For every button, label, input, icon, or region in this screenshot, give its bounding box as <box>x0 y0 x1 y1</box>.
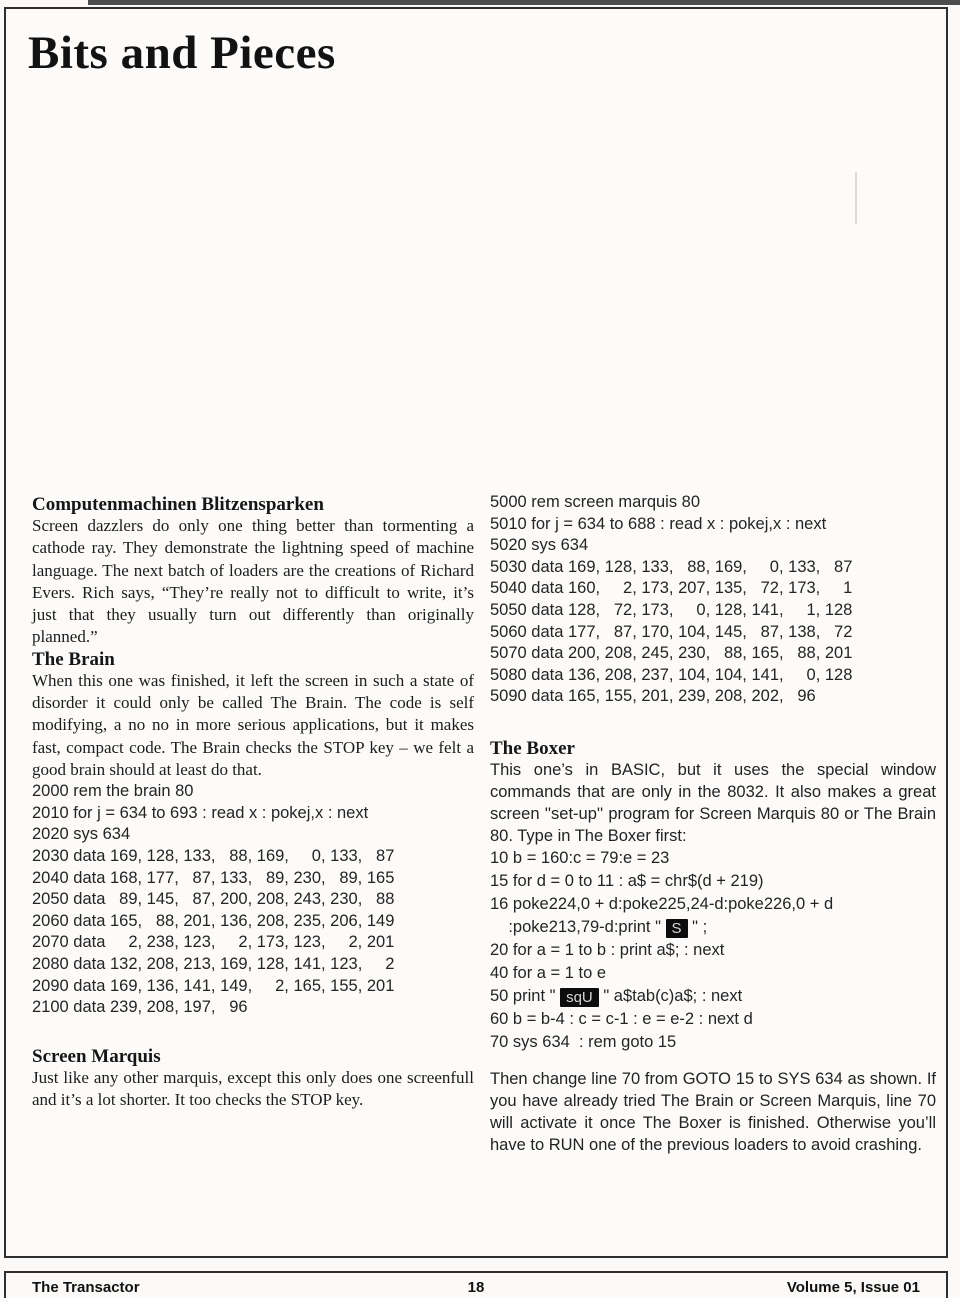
scan-scratch-artifact <box>855 172 857 224</box>
code-text: 20 for a = 1 to b : print a$; : next <box>490 940 725 959</box>
code-listing-the-brain <box>32 781 474 1019</box>
paragraph-the-boxer: This one’s in BASIC, but it uses the special window commands that are only in the 8032. It also makes a great screen ''set-up'' program for Screen Marquis 80 or The Brain 80. Type in The Boxer first: <box>490 760 936 845</box>
code-text: 2060 data 165, 88, 201, 136, 208, 235, 206, 149 <box>32 911 395 930</box>
code-text: 5040 data 160, 2, 173, 207, 135, 72, 173, 1 <box>490 579 853 598</box>
section-heading-screen-marquis: Screen Marquis <box>32 1045 161 1067</box>
code-text: 5030 data 169, 128, 133, 88, 169, 0, 133, 87 <box>490 557 853 576</box>
code-line <box>490 600 936 622</box>
right-column <box>490 492 936 1156</box>
code-text: 2020 sys 634 <box>32 825 131 844</box>
code-text: :poke213,79-d:print " <box>490 917 666 936</box>
code-line <box>490 985 936 1008</box>
code-line <box>490 578 936 600</box>
code-text: 5050 data 128, 72, 173, 0, 128, 141, 1, 128 <box>490 600 853 619</box>
paragraph-closing: Then change line 70 from GOTO 15 to SYS 634 as shown. If you have already tried The Brain or Screen Marquis, line 70 will activate it once The Boxer is finished. Otherwise you’ll have to RUN one of the previous loaders to avoid crashing. <box>490 1069 936 1154</box>
code-text: 5020 sys 634 <box>490 536 589 555</box>
code-text: 2080 data 132, 208, 213, 169, 128, 141, 123, 2 <box>32 955 395 974</box>
code-text: 5000 rem screen marquis 80 <box>490 493 701 511</box>
code-text: 16 poke224,0 + d:poke225,24-d:poke226,0 + d <box>490 894 834 913</box>
page-title: Bits and Pieces <box>28 27 336 79</box>
code-text: 2050 data 89, 145, 87, 200, 208, 243, 230, 88 <box>32 890 395 909</box>
code-text: 2090 data 169, 136, 141, 149, 2, 165, 155, 201 <box>32 976 395 995</box>
code-text: 2030 data 169, 128, 133, 88, 169, 0, 133, 87 <box>32 847 395 866</box>
code-line <box>32 824 474 846</box>
code-line <box>32 911 474 933</box>
code-listing-screen-marquis <box>490 492 936 708</box>
footer-bar <box>4 1271 948 1298</box>
section-heading-the-brain: The Brain <box>32 648 115 670</box>
inverse-video-block: sqU <box>560 988 599 1007</box>
code-line <box>490 665 936 687</box>
code-line <box>490 514 936 536</box>
code-line <box>490 962 936 985</box>
code-line <box>490 643 936 665</box>
code-text: 10 b = 160:c = 79:e = 23 <box>490 848 670 867</box>
code-text: 2100 data 239, 208, 197, 96 <box>32 998 248 1017</box>
code-line <box>490 1031 936 1054</box>
code-text: 5010 for j = 634 to 688 : read x : pokej,x : next <box>490 514 827 533</box>
code-line <box>490 557 936 579</box>
code-line <box>490 686 936 708</box>
code-text: 60 b = b-4 : c = c-1 : e = e-2 : next d <box>490 1009 753 1028</box>
code-line <box>32 846 474 868</box>
code-line <box>490 939 936 962</box>
footer-volume-issue: Volume 5, Issue 01 <box>786 1278 920 1296</box>
scan-edge-artifact <box>88 0 960 5</box>
code-text: 5060 data 177, 87, 170, 104, 145, 87, 138, 72 <box>490 622 853 641</box>
code-text: 2070 data 2, 238, 123, 2, 173, 123, 2, 201 <box>32 933 395 952</box>
footer-magazine-name: The Transactor <box>32 1278 140 1296</box>
code-text: 2000 rem the brain 80 <box>32 782 194 801</box>
footer-page-number: 18 <box>467 1278 485 1296</box>
code-line <box>490 492 936 514</box>
code-listing-the-boxer <box>490 847 936 1054</box>
code-text: 2010 for j = 634 to 693 : read x : pokej,x : next <box>32 803 369 822</box>
code-text: 15 for d = 0 to 11 : a$ = chr$(d + 219) <box>490 871 764 890</box>
code-text: 5090 data 165, 155, 201, 239, 208, 202, 96 <box>490 687 816 706</box>
inverse-video-block: S <box>666 919 688 938</box>
left-column <box>32 494 474 1111</box>
code-text: 2040 data 168, 177, 87, 133, 89, 230, 89, 165 <box>32 868 395 887</box>
code-line <box>32 803 474 825</box>
code-text: 50 print " <box>490 986 561 1005</box>
code-line <box>490 1008 936 1031</box>
code-text: " ; <box>687 917 708 936</box>
code-line <box>490 535 936 557</box>
code-line <box>32 997 474 1019</box>
code-text: 5070 data 200, 208, 245, 230, 88, 165, 88, 201 <box>490 644 853 663</box>
code-text: 40 for a = 1 to e <box>490 963 607 982</box>
code-text: " a$tab(c)a$; : next <box>598 986 743 1005</box>
section-heading-blitzensparken: Computenmachinen Blitzensparken <box>32 494 324 515</box>
code-line <box>32 954 474 976</box>
paragraph-blitzensparken: Screen dazzlers do only one thing better than tormenting a cathode ray. They demonstrate the lightning speed of machine language. The next batch of loaders are the creations of Richard Evers. Rich says, “They’re really not to difficult to write, it’s just that they usually turn out differently than originally planned.” <box>32 516 474 647</box>
section-heading-the-boxer: The Boxer <box>490 737 575 759</box>
code-line <box>490 893 936 916</box>
code-line <box>490 622 936 644</box>
code-line <box>32 932 474 954</box>
paragraph-the-brain: When this one was finished, it left the screen in such a state of disorder it could only be called The Brain. The code is self modifying, a no no in more serious applications, but it makes fast, compact code. The Brain checks the STOP key – we felt a good brain should at least do that. <box>32 670 474 779</box>
code-line <box>32 976 474 998</box>
code-line <box>490 847 936 870</box>
code-line <box>490 916 936 939</box>
code-line <box>32 781 474 803</box>
code-line <box>490 870 936 893</box>
code-text: 5080 data 136, 208, 237, 104, 104, 141, 0, 128 <box>490 665 853 684</box>
code-line <box>32 889 474 911</box>
paragraph-screen-marquis: Just like any other marquis, except this only does one screenfull and it’s a lot shorter. It too checks the STOP key. <box>32 1067 474 1110</box>
code-line <box>32 868 474 890</box>
code-text: 70 sys 634 : rem goto 15 <box>490 1032 677 1051</box>
